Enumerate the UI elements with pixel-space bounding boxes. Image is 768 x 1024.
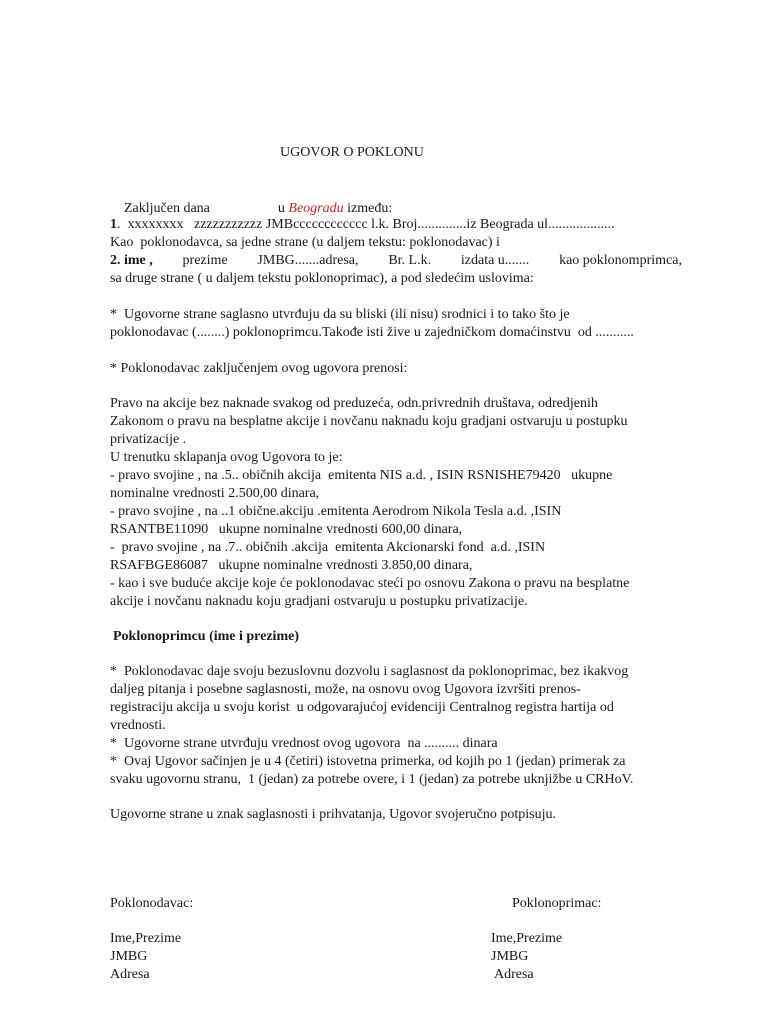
party-2-role-line: sa druge strane ( u daljem tekstu poklonoprimac), a pod sledećim uslovima:	[110, 271, 534, 286]
rights-line-4: U trenutku sklapanja ovog Ugovora to je:	[110, 450, 343, 465]
consent-line-3: registraciju akcija u svoju korist u odgovarajućoj evidenciji Centralnog registra hartija od	[110, 700, 614, 715]
signature-left-label: Poklonodavac:	[110, 896, 194, 911]
party-1-line	[110, 216, 615, 234]
clause-1-line-1: * Ugovorne strane saglasno utvrđuju da su bliski (ili nisu) srodnici i to tako što je	[110, 307, 570, 322]
party-1-number: 1	[110, 217, 117, 232]
rights-line-5: - pravo svojine , na .5.. običnih akcija emitenta NIS a.d. , ISIN RSNISHE79420 ukupne	[110, 468, 613, 483]
document-title: UGOVOR O POKLONU	[280, 145, 424, 160]
clause-2-line: * Poklonodavac zaključenjem ovog ugovora prenosi:	[110, 361, 408, 376]
consent-line-2: daljeg pitanja i posebne saglasnosti, može, na osnovu ovog Ugovora izvršiti prenos-	[110, 682, 581, 697]
rights-line-1: Pravo na akcije bez naknade svakog od preduzeća, odn.privrednih društava, odredjenih	[110, 396, 598, 411]
party-2-word-4: Br. L.k.	[388, 253, 432, 268]
party-1-role-line: Kao poklonodavca, sa jedne strane (u daljem tekstu: poklonodavac) i	[110, 235, 500, 250]
party-1-details: . xxxxxxxx zzzzzzzzzzz JMBcccccccccccc l.k. Broj..............iz Beograda ul...................	[117, 217, 615, 232]
party-2-word-2: prezime	[182, 253, 228, 268]
rights-line-2: Zakonom o pravu na besplatne akcije i novčanu naknadu koju gradjani ostvaruju u postupku	[110, 414, 628, 429]
consent-line-5: * Ugovorne strane utvrđuju vrednost ovog ugovora na .......... dinara	[110, 736, 498, 751]
rights-line-12: akcije i novčanu naknadu koju gradjani ostvaruju u postupku privatizacije.	[110, 594, 528, 609]
party-2-word-3: JMBG.......adresa,	[257, 253, 359, 268]
rights-line-9: - pravo svojine , na .7.. običnih .akcija emitenta Akcionarski fond a.d. ,ISIN	[110, 540, 546, 555]
closing-line: Ugovorne strane u znak saglasnosti i prihvatanja, Ugovor svojeručno potpisuju.	[110, 807, 556, 822]
clause-1-line-2: poklonodavac (........) poklonoprimcu.Takođe isti žive u zajedničkom domaćinstvu od ...........	[110, 325, 634, 340]
signature-right-address: Adresa	[494, 967, 534, 982]
party-2-word-5: izdata u.......	[460, 253, 530, 268]
concluded-label: Zaključen dana	[124, 201, 210, 216]
between-label: između:	[347, 201, 393, 216]
rights-line-6: nominalne vrednosti 2.500,00 dinara,	[110, 486, 320, 501]
rights-line-11: - kao i sve buduće akcije koje će poklonodavac steći po osnovu Zakona o pravu na besplatne	[110, 576, 630, 591]
consent-line-1: * Poklonodavac daje svoju bezuslovnu dozvolu i saglasnost da poklonoprimac, bez ikakvog	[110, 664, 629, 679]
party-2-line	[110, 252, 682, 270]
u-word: u	[277, 201, 285, 216]
consent-line-4: vrednosti.	[110, 718, 166, 733]
signature-right-name: Ime,Prezime	[491, 931, 563, 946]
consent-line-7: svaku ugovornu stranu, 1 (jedan) za potrebe overe, i 1 (jedan) za potrebe uknjižbe u CRHoV.	[110, 772, 634, 787]
recipient-heading: Poklonoprimcu (ime i prezime)	[113, 629, 299, 644]
signature-right-jmbg: JMBG	[491, 949, 529, 964]
rights-line-10: RSAFBGE86087 ukupne nominalne vrednosti 3.850,00 dinara,	[110, 558, 473, 573]
rights-line-8: RSANTBE11090 ukupne nominalne vrednosti 600,00 dinara,	[110, 522, 463, 537]
rights-line-3: privatizacije .	[110, 432, 187, 447]
signature-left-jmbg: JMBG	[110, 949, 148, 964]
signature-left-address: Adresa	[110, 967, 150, 982]
party-2-word-6: kao poklonomprimca,	[559, 253, 682, 268]
consent-line-6: * Ovaj Ugovor sačinjen je u 4 (četiri) istovetna primerka, od kojih po 1 (jedan) primerak za	[110, 754, 626, 769]
party-2-word-1: 2. ime ,	[110, 253, 153, 268]
signature-right-label: Poklonoprimac:	[512, 896, 602, 911]
city-name: Beogradu	[288, 201, 344, 216]
signature-left-name: Ime,Prezime	[110, 931, 182, 946]
rights-line-7: - pravo svojine , na ..1 obične.akciju .emitenta Aerodrom Nikola Tesla a.d. ,ISIN	[110, 504, 562, 519]
